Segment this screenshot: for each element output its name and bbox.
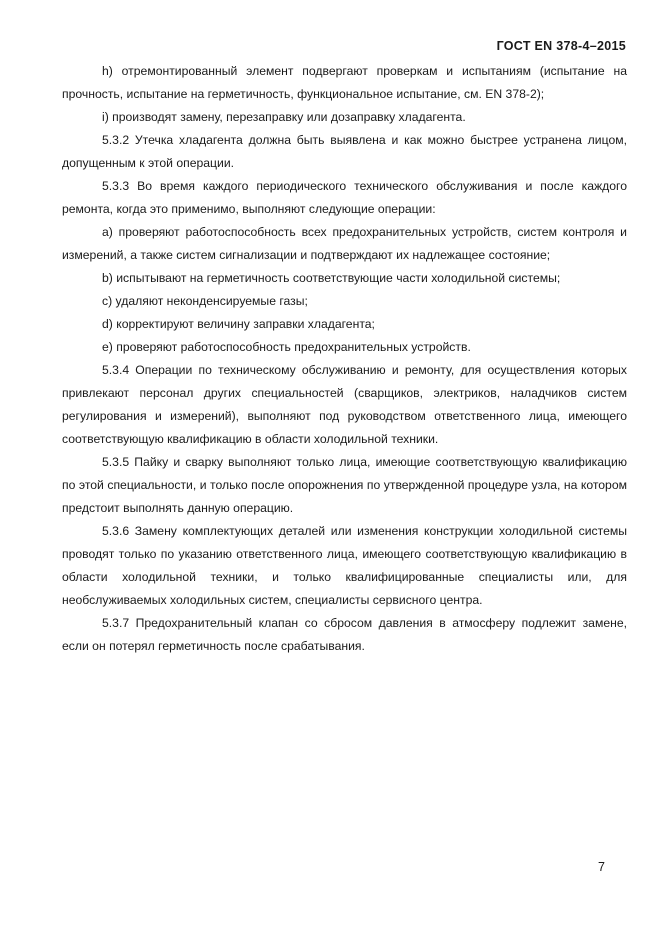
clause-5-3-6: 5.3.6 Замену комплектующих деталей или изменения конструкции холодильной системы проводят только по указанию ответственного лица, имеющего соответствующую квалификацию в области холодильной техники, и только квалифицированные специалисты или, для необслуживаемых холодильных систем, специалисты сервисного центра. [62,524,627,607]
clause-5-3-7: 5.3.7 Предохранительный клапан со сбросом давления в атмосферу подлежит замене, если он потерял герметичность после срабатывания. [62,616,627,653]
list-item-i: i) производят замену, перезаправку или дозаправку хладагента. [102,110,466,124]
list-item-c: c) удаляют неконденсируемые газы; [102,294,308,308]
clause-5-3-5: 5.3.5 Пайку и сварку выполняют только лица, имеющие соответствующую квалификацию по этой специальности, и только после опорожнения по утвержденной процедуре узла, на котором предстоит выполнять данную операцию. [62,455,627,515]
clause-5-3-2: 5.3.2 Утечка хладагента должна быть выявлена и как можно быстрее устранена лицом, допущенным к этой операции. [62,133,627,170]
list-item-a: a) проверяют работоспособность всех предохранительных устройств, систем контроля и измерений, а также систем сигнализации и подтверждают их надлежащее состояние; [62,225,627,262]
document-body [62,60,627,658]
clause-5-3-4: 5.3.4 Операции по техническому обслуживанию и ремонту, для осуществления которых привлекают персонал других специальностей (сварщиков, электриков, наладчиков систем регулирования и измерений), выполняют под руководством ответственного лица, имеющего соответствующую квалификацию в области холодильной техники. [62,363,627,446]
list-item-b: b) испытывают на герметичность соответствующие части холодильной системы; [102,271,561,285]
list-item-d: d) корректируют величину заправки хладагента; [102,317,375,331]
standard-code-header: ГОСТ EN 378-4–2015 [496,39,626,53]
clause-5-3-3: 5.3.3 Во время каждого периодического технического обслуживания и после каждого ремонта, когда это применимо, выполняют следующие операции: [62,179,627,216]
list-item-e: e) проверяют работоспособность предохранительных устройств. [102,340,471,354]
list-item-h: h) отремонтированный элемент подвергают проверкам и испытаниям (испытание на прочность, испытание на герметичность, функциональное испытание, см. EN 378-2); [62,64,627,101]
page-number: 7 [598,860,605,874]
